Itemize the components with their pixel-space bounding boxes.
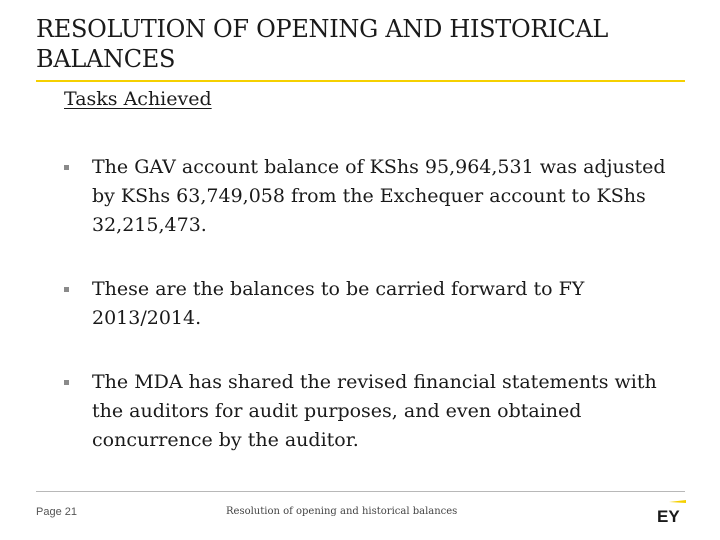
footer-divider: [36, 491, 685, 492]
square-bullet-icon: [64, 380, 69, 385]
slide-title: RESOLUTION OF OPENING AND HISTORICAL BALANCES: [36, 15, 609, 73]
section-subheading: Tasks Achieved: [64, 88, 212, 110]
footer-caption: Resolution of opening and historical balances: [226, 506, 458, 517]
bullet-text: The GAV account balance of KShs 95,964,531 was adjusted by KShs 63,749,058 from the Exchequer account to KShs 32,215,473.: [92, 156, 666, 236]
square-bullet-icon: [64, 165, 69, 170]
bullet-item: [64, 275, 684, 333]
page-number: Page 21: [36, 506, 77, 518]
bullet-item: [64, 153, 684, 240]
ey-logo-text: EY: [657, 507, 680, 524]
ey-logo-icon: [656, 500, 686, 524]
bullet-text: These are the balances to be carried forward to FY 2013/2014.: [92, 278, 585, 329]
square-bullet-icon: [64, 287, 69, 292]
bullet-text: The MDA has shared the revised financial statements with the auditors for audit purposes, and even obtained concurrence by the auditor.: [92, 371, 657, 451]
task-bullet-list: [64, 153, 684, 455]
ey-logo-beam: [669, 500, 686, 503]
bullet-item: [64, 368, 684, 455]
title-divider: [36, 80, 685, 82]
